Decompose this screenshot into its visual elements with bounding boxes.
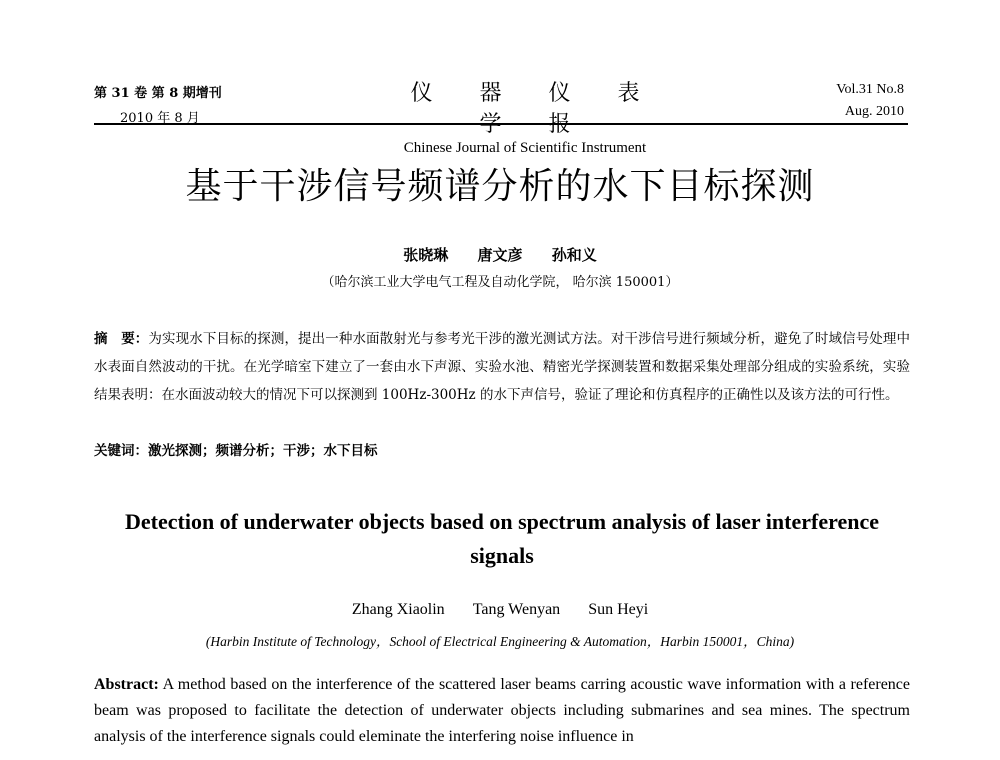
author-en: Sun Heyi (588, 601, 649, 618)
abstract-text-en: A method based on the interference of the scattered laser beams carring acoustic wave information with a reference beam was proposed to facilitate the detection of underwater objects including submarines and sea mines. The spectrum analysis of the interference signals could eleminate the interfering noise influence in (94, 676, 911, 745)
journal-name-en: Chinese Journal of Scientific Instrument (403, 140, 647, 156)
author-cn: 唐文彦 (477, 246, 523, 264)
author-list-en (0, 601, 1000, 619)
affiliation-en: (Harbin Institute of Technology，School of Electrical Engineering & Automation，Harbin 150001，China) (205, 634, 795, 649)
journal-volume-cn (94, 82, 294, 126)
volume-issue-cn: 第 31 卷 第 8 期增刊 (94, 86, 222, 101)
date-en: Aug. 2010 (844, 104, 904, 119)
keywords-cn: 关键词：激光探测；频谱分析；干涉；水下目标 (94, 443, 378, 459)
abstract-label-cn: 摘 要： (94, 331, 149, 347)
abstract-text-cn: 为实现水下目标的探测，提出一种水面散射光与参考光干涉的激光测试方法。对干涉信号进行频域分析，避免了时域信号处理中水表面自然波动的干扰。在光学暗室下建立了一套由水下声源、实验水池、精密光学探测装置和数据采集处理部分组成的实验系统，实验结果表明：在水面波动较大的情况下可以探测到 100Hz-300Hz 的水下声信号，验证了理论和仿真程序的正确性以及该方法的可行性。 (94, 331, 911, 403)
author-cn: 孙和义 (551, 246, 597, 264)
journal-name (360, 76, 690, 157)
journal-volume-en (836, 82, 904, 120)
volume-issue-en: Vol.31 No.8 (836, 82, 904, 97)
paper-title-cn: 基于干涉信号频谱分析的水下目标探测 (185, 166, 815, 207)
author-en: Tang Wenyan (472, 601, 561, 618)
journal-name-cn: 仪 器 仪 表 学 报 (410, 81, 660, 137)
author-en: Zhang Xiaolin (351, 601, 445, 618)
date-cn: 2010 年 8 月 (120, 111, 200, 126)
abstract-label-en: Abstract: (94, 676, 159, 693)
header-divider (94, 123, 908, 125)
paper-title-en: Detection of underwater objects based on spectrum analysis of laser interference signals (125, 509, 879, 568)
abstract-en (94, 672, 910, 750)
author-list-cn (0, 244, 1000, 265)
affiliation-cn: （哈尔滨工业大学电气工程及自动化学院， 哈尔滨 150001） (321, 275, 679, 290)
abstract-cn (94, 325, 910, 409)
author-cn: 张晓琳 (403, 246, 449, 264)
